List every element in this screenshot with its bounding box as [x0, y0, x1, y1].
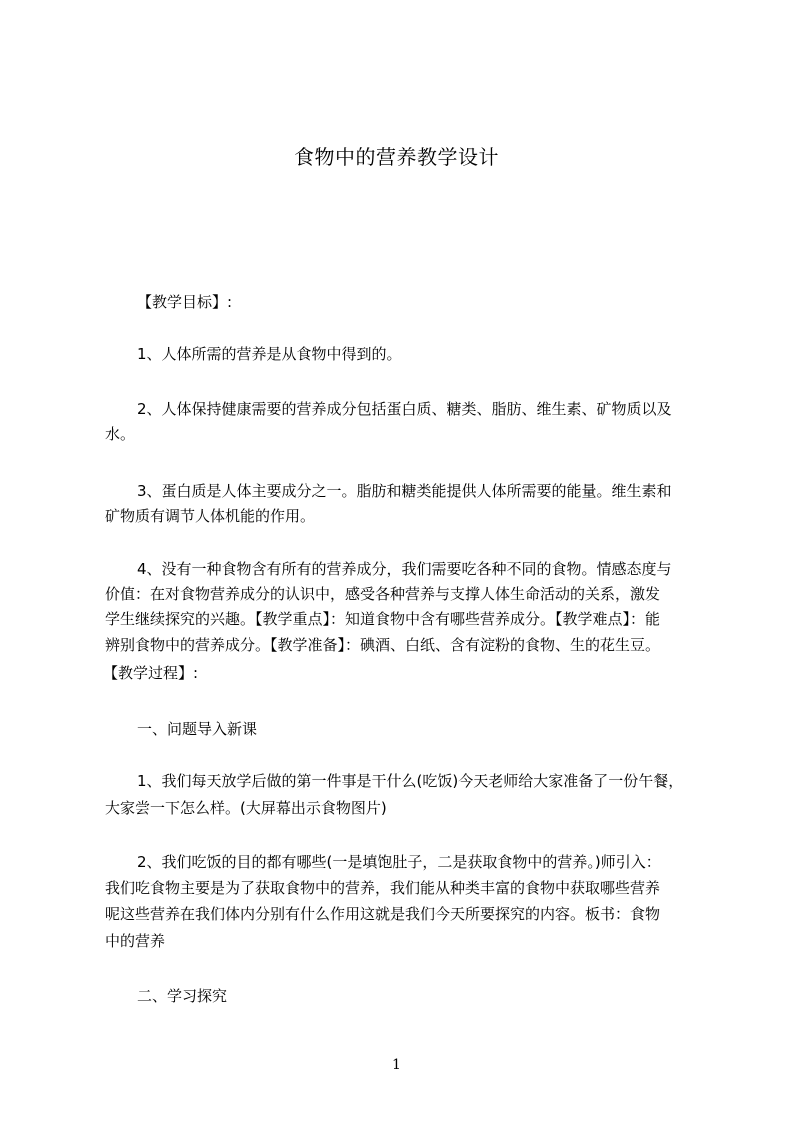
paragraph-line: 矿物质有调节人体机能的作用。 [105, 507, 316, 525]
paragraph-line: 我们吃食物主要是为了获取食物中的营养，我们能从种类丰富的食物中获取哪些营养 [105, 879, 661, 897]
paragraph-line: 1、我们每天放学后做的第一件事是干什么(吃饭)今天老师给大家准备了一份午餐， [137, 772, 684, 790]
document-title: 食物中的营养教学设计 [294, 145, 499, 169]
paragraph-line: 1、人体所需的营养是从食物中得到的。 [137, 345, 402, 363]
paragraph-line: 4、没有一种食物含有所有的营养成分，我们需要吃各种不同的食物。情感态度与 [137, 560, 672, 578]
paragraph-line: 中的营养 [105, 932, 166, 950]
paragraph-line: 水。 [105, 425, 136, 443]
section-heading-process: 【教学过程】: [103, 664, 199, 682]
paragraph-line: 3、蛋白质是人体主要成分之一。脂肪和糖类能提供人体所需要的能量。维生素和 [137, 482, 672, 500]
subsection-heading: 二、学习探究 [137, 987, 228, 1005]
paragraph-line: 辨别食物中的营养成分。【教学准备】：碘酒、白纸、含有淀粉的食物、生的花生豆。 [105, 636, 661, 654]
paragraph-line: 学生继续探究的兴趣。【教学重点】：知道食物中含有哪些营养成分。【教学难点】：能 [105, 610, 661, 628]
page-number: 1 [392, 1057, 401, 1073]
paragraph-line: 呢这些营养在我们体内分别有什么作用这就是我们今天所要探究的内容。板书：食物 [105, 905, 661, 923]
section-heading-objectives: 【教学目标】: [137, 293, 233, 311]
paragraph-line: 价值：在对食物营养成分的认识中，感受各种营养与支撑人体生命活动的关系，激发 [105, 585, 661, 603]
paragraph-line: 2、我们吃饭的目的都有哪些(一是填饱肚子，二是获取食物中的营养。)师引入： [137, 853, 661, 871]
paragraph-line: 2、人体保持健康需要的营养成分包括蛋白质、糖类、脂肪、维生素、矿物质以及 [137, 400, 672, 418]
subsection-heading: 一、问题导入新课 [137, 720, 258, 738]
paragraph-line: 大家尝一下怎么样。(大屏幕出示食物图片) [105, 799, 387, 817]
